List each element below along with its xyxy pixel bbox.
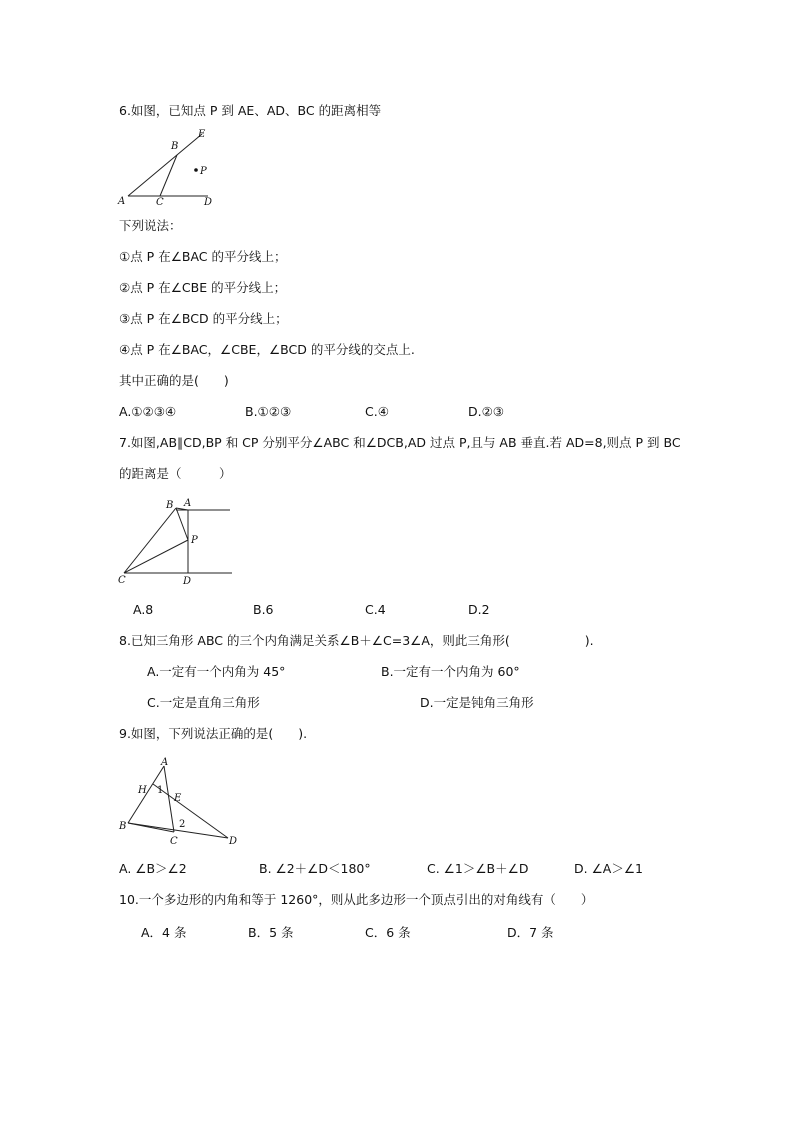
q7-figure <box>114 496 238 588</box>
q7-option-c: C.4 <box>365 602 386 617</box>
q6-statement-2: ②点 P 在∠CBE 的平分线上； <box>119 280 287 295</box>
q7-label-D: D <box>183 576 192 587</box>
q7-line-CP <box>124 540 188 573</box>
q7-option-d: D.2 <box>468 602 490 617</box>
q6-option-d: D.②③ <box>468 404 505 419</box>
q6-label-D: D <box>204 197 213 208</box>
q9-label-C: C <box>170 836 178 847</box>
q9-label-H: H <box>138 785 147 796</box>
q6-statement-3: ③点 P 在∠BCD 的平分线上； <box>119 311 288 326</box>
q9-line-AC <box>164 766 174 832</box>
q6-label-E: E <box>198 129 206 140</box>
q9-label-2: 2 <box>179 819 186 830</box>
q7-line-BC <box>124 508 176 573</box>
q8-option-a: A.一定有一个内角为 45° <box>147 664 286 679</box>
q8-option-c: C.一定是直角三角形 <box>147 695 260 710</box>
q6-label-P: P <box>200 166 207 177</box>
q9-option-d: D. ∠A＞∠1 <box>574 861 643 876</box>
q6-statement-1: ①点 P 在∠BAC 的平分线上； <box>119 249 287 264</box>
q6-stem: 6.如图，已知点 P 到 AE、AD、BC 的距离相等 <box>119 103 382 118</box>
q6-line-AE <box>128 134 202 196</box>
q7-label-P: P <box>191 535 198 546</box>
q6-question: 其中正确的是( ) <box>119 373 229 388</box>
q6-statement-4: ④点 P 在∠BAC，∠CBE，∠BCD 的平分线的交点上. <box>119 342 415 357</box>
q9-stem: 9.如图，下列说法正确的是( ). <box>119 726 308 741</box>
q6-label-C: C <box>156 197 164 208</box>
q10-option-a: A．4 条 <box>141 925 187 940</box>
q8-stem: 8.已知三角形 ABC 的三个内角满足关系∠B＋∠C=3∠A，则此三角形( ). <box>119 633 594 648</box>
q7-stem-line2: 的距离是（ ） <box>119 466 232 481</box>
q7-line-BP <box>176 508 188 540</box>
q7-label-C: C <box>118 575 126 586</box>
q7-option-b: B.6 <box>253 602 274 617</box>
q10-stem: 10.一个多边形的内角和等于 1260°，则从此多边形一个顶点引出的对角线有（ ） <box>119 892 594 907</box>
q7-label-B: B <box>166 500 174 511</box>
q6-intro: 下列说法： <box>119 218 182 233</box>
q6-option-b: B.①②③ <box>245 404 292 419</box>
q10-option-c: C．6 条 <box>365 925 411 940</box>
q9-label-A: A <box>161 757 169 768</box>
q9-option-c: C. ∠1＞∠B＋∠D <box>427 861 529 876</box>
q9-line-BD <box>128 823 228 838</box>
q6-option-c: C.④ <box>365 404 389 419</box>
q6-figure <box>116 128 220 208</box>
q8-option-d: D.一定是钝角三角形 <box>420 695 534 710</box>
q7-label-A: A <box>184 498 192 509</box>
q7-option-a: A.8 <box>133 602 154 617</box>
q9-label-E: E <box>174 793 182 804</box>
q6-point-P <box>194 168 198 172</box>
q6-label-B: B <box>171 141 179 152</box>
q6-line-BC <box>160 155 177 196</box>
q10-option-d: D．7 条 <box>507 925 554 940</box>
q6-option-a: A.①②③④ <box>119 404 177 419</box>
q8-option-b: B.一定有一个内角为 60° <box>381 664 520 679</box>
q9-option-a: A. ∠B＞∠2 <box>119 861 187 876</box>
q10-option-b: B．5 条 <box>248 925 294 940</box>
q9-option-b: B. ∠2＋∠D＜180° <box>259 861 371 876</box>
q9-label-1: 1 <box>157 785 164 796</box>
q9-figure <box>116 756 242 850</box>
q9-label-B: B <box>119 821 127 832</box>
q6-label-A: A <box>118 196 126 207</box>
q7-stem-line1: 7.如图,AB∥CD,BP 和 CP 分别平分∠ABC 和∠DCB,AD 过点 P,且与 AB 垂直.若 AD=8,则点 P 到 BC <box>119 435 681 450</box>
q9-label-D: D <box>229 836 238 847</box>
